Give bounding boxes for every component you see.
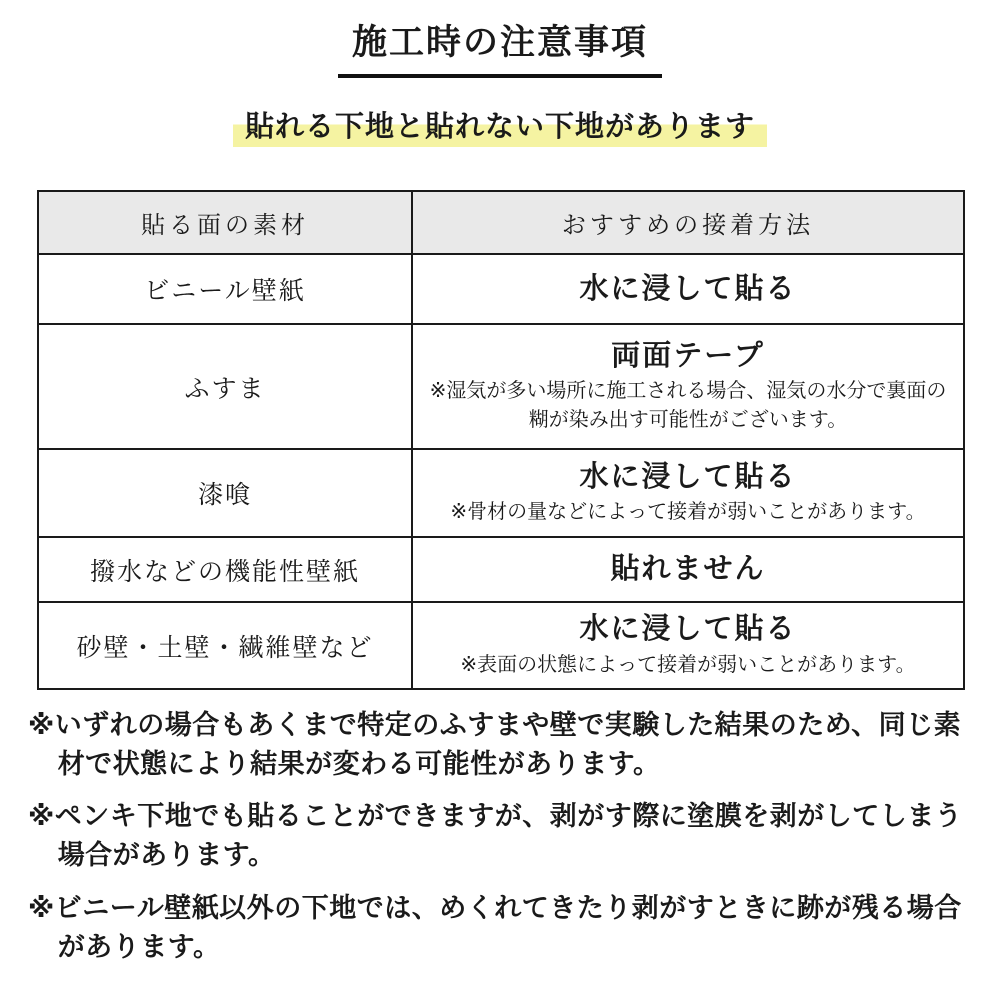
material-cell: 撥水などの機能性壁紙 [39,538,413,601]
footnote: ※いずれの場合もあくまで特定のふすまや壁で実験した結果のため、同じ素材で状態により結果が変わる可能性があります。 [28,710,962,780]
footnotes-section [28,706,974,980]
material-cell: ビニール壁紙 [39,255,413,323]
method-note: ※湿気が多い場所に施工される場合、湿気の水分で裏面の糊が染み出す可能性がございます。 [429,380,947,432]
material-cell: 砂壁・土壁・繊維壁など [39,603,413,688]
method-cell [413,538,963,601]
material-cell: ふすま [39,325,413,448]
method-text: 水に浸して貼る [579,613,797,646]
table-row [39,255,963,325]
table-row [39,325,963,450]
method-cell [413,603,963,688]
subtitle-section [0,108,1000,147]
table-row [39,538,963,603]
table-header-row [39,192,963,255]
method-note: ※表面の状態によって接着が弱いことがあります。 [460,653,916,676]
method-text: 水に浸して貼る [579,272,797,305]
page-title: 施工時の注意事項 [338,22,662,78]
method-cell [413,450,963,536]
footnote: ※ビニール壁紙以外の下地では、めくれてきたり剥がすときに跡が残る場合があります。 [28,892,962,962]
footnote: ※ペンキ下地でも貼ることができますが、剥がす際に塗膜を剥がしてしまう場合があります。 [28,801,963,871]
method-text: 水に浸して貼る [579,460,797,493]
table-row [39,603,963,688]
header-material: 貼る面の素材 [39,192,413,253]
method-note: ※骨材の量などによって接着が弱いことがあります。 [450,501,926,524]
method-text: 両面テープ [611,339,765,372]
header-method: おすすめの接着方法 [561,212,815,239]
title-section [0,0,1000,78]
table-row [39,450,963,538]
adhesion-method-table [37,190,965,690]
highlighted-subtitle: 貼れる下地と貼れない下地があります [233,108,767,147]
method-text: 貼れません [610,553,766,586]
material-cell: 漆喰 [39,450,413,536]
method-cell [413,325,963,448]
method-cell [413,255,963,323]
